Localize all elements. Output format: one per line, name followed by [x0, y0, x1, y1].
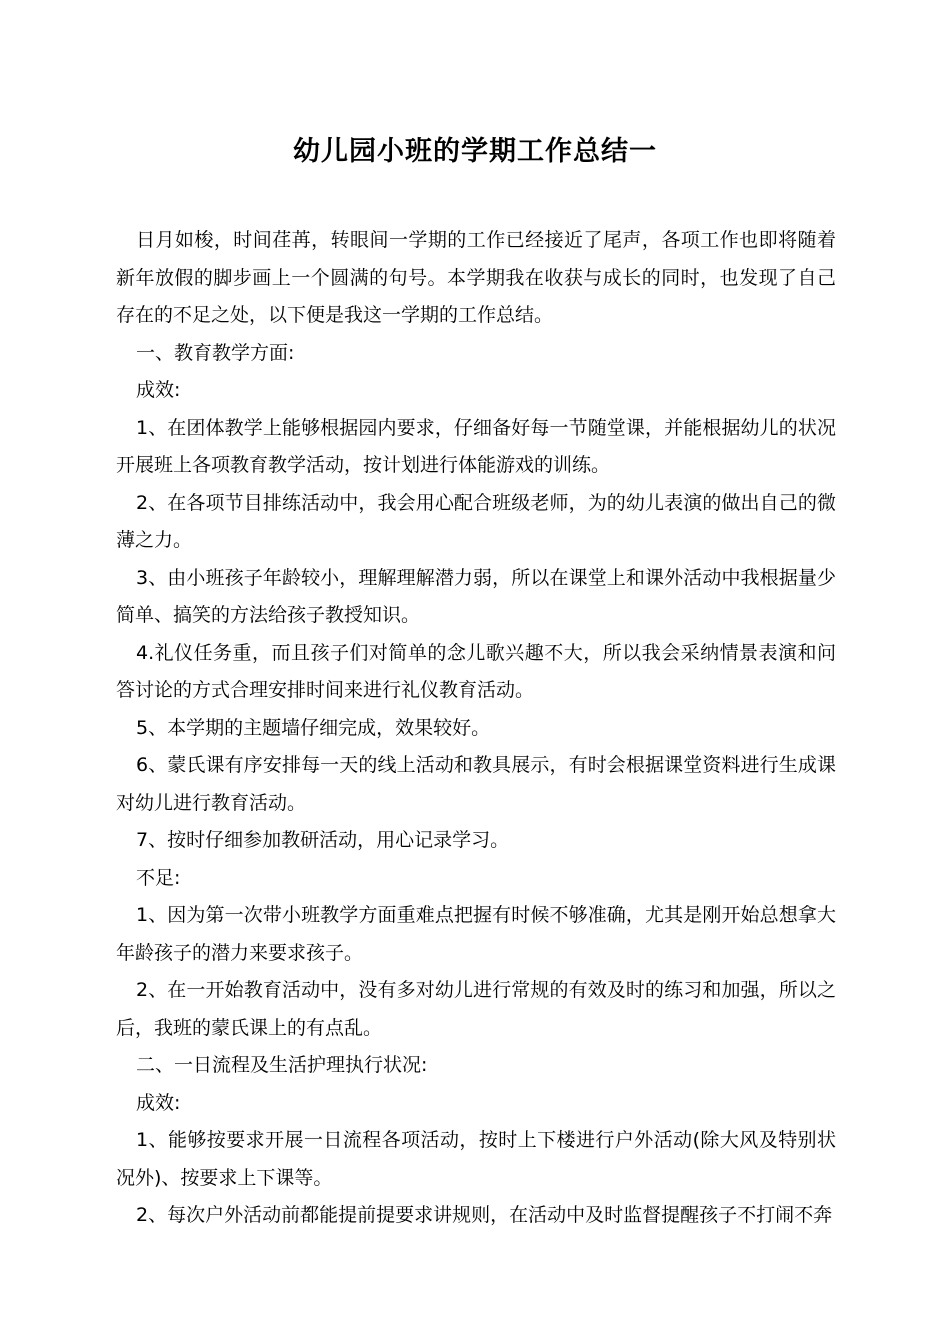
paragraph: 2、在一开始教育活动中，没有多对幼儿进行常规的有效及时的练习和加强，所以之后，我班的蒙氏课上的有点乱。	[116, 979, 836, 1039]
subheading-shortcomings: 不足:	[136, 866, 181, 889]
paragraph-intro: 日月如梭，时间荏苒，转眼间一学期的工作已经接近了尾声，各项工作也即将随着新年放假的脚步画上一个圆满的句号。本学期我在收获与成长的同时，也发现了自己存在的不足之处，以下便是我这一学期的工作总结。	[116, 229, 836, 326]
document-body	[116, 222, 836, 1235]
subheading-achievements: 成效:	[136, 1091, 181, 1114]
subheading-achievements: 成效:	[136, 379, 181, 401]
paragraph: 1、在团体教学上能够根据园内要求，仔细备好每一节随堂课，并能根据幼儿的状况开展班上各项教育教学活动，按计划进行体能游戏的训练。	[116, 416, 836, 476]
paragraph: 2、在各项节目排练活动中，我会用心配合班级老师，为的幼儿表演的做出自己的微薄之力。	[116, 491, 836, 551]
paragraph: 7、按时仔细参加教研活动，用心记录学习。	[136, 829, 510, 851]
paragraph: 1、能够按要求开展一日流程各项活动，按时上下楼进行户外活动(除大风及特别状况外)、按要求上下课等。	[116, 1129, 836, 1189]
section-heading-daily-routine: 二、一日流程及生活护理执行状况:	[136, 1054, 428, 1076]
paragraph: 1、因为第一次带小班教学方面重难点把握有时候不够准确，尤其是刚开始总想拿大年龄孩子的潜力来要求孩子。	[116, 904, 836, 964]
paragraph: 3、由小班孩子年龄较小，理解理解潜力弱，所以在课堂上和课外活动中我根据量少简单、搞笑的方法给孩子教授知识。	[116, 566, 836, 626]
document-title: 幼儿园小班的学期工作总结一	[293, 136, 657, 167]
paragraph: 2、每次户外活动前都能提前提要求讲规则，在活动中及时监督提醒孩子不打闹不奔	[136, 1204, 833, 1226]
section-heading-teaching: 一、教育教学方面:	[136, 341, 295, 364]
paragraph: 4.礼仪任务重，而且孩子们对简单的念儿歌兴趣不大，所以我会采纳情景表演和问答讨论的方式合理安排时间来进行礼仪教育活动。	[116, 641, 836, 701]
paragraph: 5、本学期的主题墙仔细完成，效果较好。	[136, 716, 491, 739]
paragraph: 6、蒙氏课有序安排每一天的线上活动和教具展示，有时会根据课堂资料进行生成课对幼儿进行教育活动。	[116, 754, 836, 814]
